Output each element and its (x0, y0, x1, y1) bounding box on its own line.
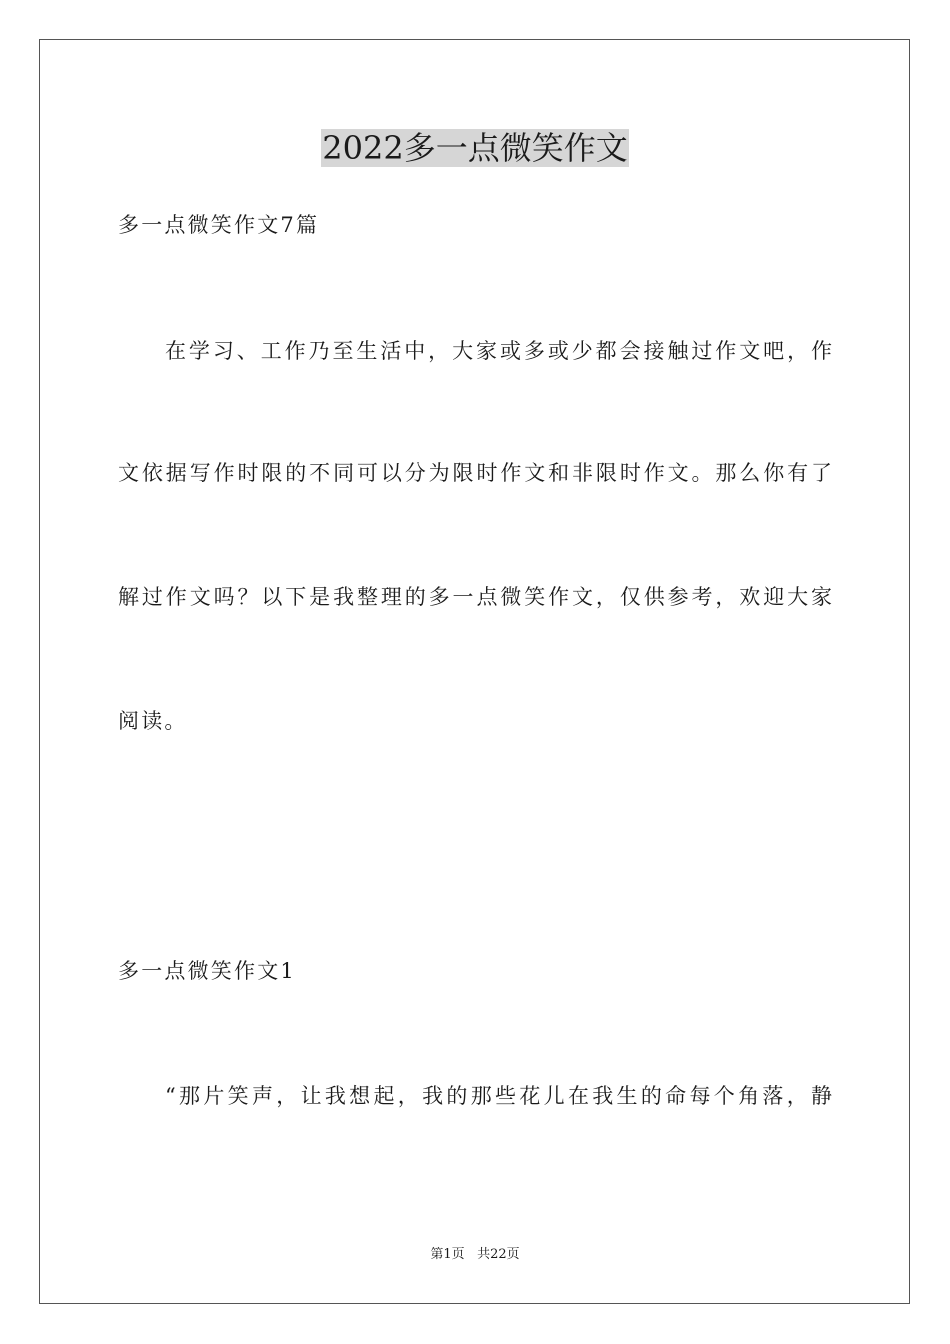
intro-line-3: 解过作文吗？以下是我整理的多一点微笑作文，仅供参考，欢迎大家 (118, 585, 832, 609)
page-total: 共22页 (477, 1247, 520, 1262)
document-title-text: 2022多一点微笑作文 (322, 129, 628, 167)
intro-line-1: 在学习、工作乃至生活中，大家或多或少都会接触过作文吧，作 (165, 339, 832, 363)
page-number: 第1页 (430, 1247, 465, 1262)
section-paragraph-line-1: “那片笑声，让我想起，我的那些花儿在我生的命每个角落，静 (165, 1084, 832, 1108)
page-footer (0, 1246, 950, 1264)
section-heading: 多一点微笑作文1 (118, 959, 296, 983)
intro-line-4: 阅读。 (118, 709, 188, 733)
intro-line-2: 文依据写作时限的不同可以分为限时作文和非限时作文。那么你有了 (118, 461, 832, 485)
document-title (0, 126, 950, 170)
document-subtitle: 多一点微笑作文7篇 (118, 213, 320, 237)
